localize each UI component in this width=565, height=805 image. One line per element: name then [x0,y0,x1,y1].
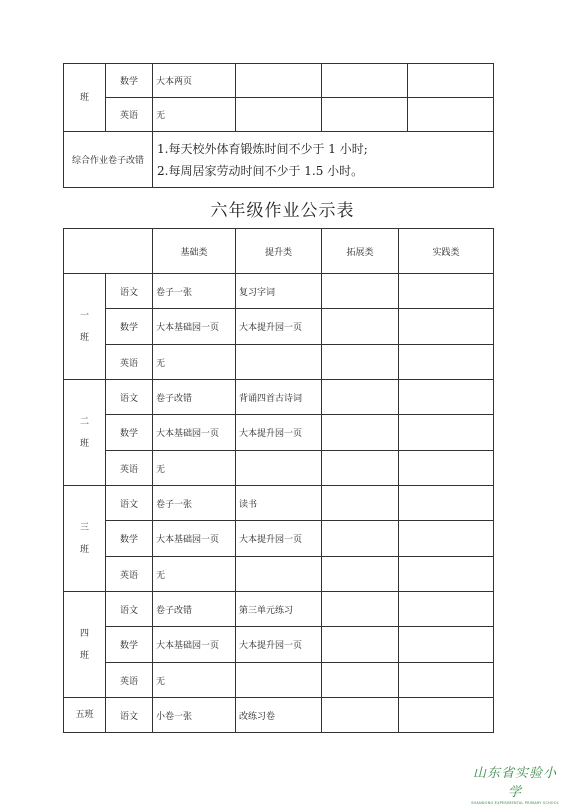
expand-cell [322,309,399,345]
subject-cell: 语文 [106,380,153,415]
school-logo [470,762,560,805]
practice-cell [399,627,494,663]
basic-cell: 卷子改错 [153,380,236,415]
expand-cell [322,698,399,733]
subject-cell: 数学 [106,64,153,98]
basic-cell: 大本基础园一页 [153,627,236,663]
school-name-en: SHANDONG EXPERIMENTAL PRIMARY SCHOOL [471,801,559,805]
improve-cell [236,557,322,592]
practice-cell [408,98,494,132]
practice-cell [399,274,494,309]
subject-cell: 语文 [106,592,153,627]
improve-cell: 大本提升园一页 [236,521,322,557]
practice-cell [399,592,494,627]
previous-grade-table [63,63,494,188]
improve-cell [236,98,322,132]
improve-cell [236,345,322,380]
basic-cell: 卷子一张 [153,486,236,521]
basic-cell: 大本基础园一页 [153,309,236,345]
improve-cell: 大本提升园一页 [236,415,322,451]
improve-cell: 第三单元练习 [236,592,322,627]
practice-cell [399,415,494,451]
subject-cell: 语文 [106,274,153,309]
page-title: 六年级作业公示表 [210,201,355,221]
improve-cell: 改练习卷 [236,698,322,733]
practice-cell [399,557,494,592]
improve-cell [236,451,322,486]
basic-cell: 卷子改错 [153,592,236,627]
class-label: 四 班 [64,592,106,698]
improve-cell [236,64,322,98]
basic-cell: 卷子一张 [153,274,236,309]
expand-cell [322,486,399,521]
improve-cell [236,663,322,698]
practice-cell [399,486,494,521]
expand-cell [322,98,408,132]
basic-cell: 无 [153,557,236,592]
summary-line: 1.每天校外体育锻炼时间不少于 1 小时; [157,141,368,156]
improve-cell: 读书 [236,486,322,521]
class-label: 一 班 [64,274,106,380]
header-expand: 拓展类 [322,229,399,274]
summary-line: 2.每周居家劳动时间不少于 1.5 小时。 [157,163,364,178]
subject-cell: 英语 [106,345,153,380]
basic-cell: 小卷一张 [153,698,236,733]
improve-cell: 复习字词 [236,274,322,309]
practice-cell [399,380,494,415]
expand-cell [322,592,399,627]
practice-cell [408,64,494,98]
summary-notes [153,132,494,188]
school-name-cn: 山东省实验小学 [472,766,557,800]
practice-cell [399,663,494,698]
class-label: 三 班 [64,486,106,592]
practice-cell [399,451,494,486]
expand-cell [322,627,399,663]
subject-cell: 语文 [106,486,153,521]
expand-cell [322,415,399,451]
expand-cell [322,380,399,415]
basic-cell: 无 [153,345,236,380]
practice-cell [399,698,494,733]
basic-cell: 无 [153,98,236,132]
subject-cell: 数学 [106,309,153,345]
expand-cell [322,663,399,698]
basic-cell: 大本基础园一页 [153,415,236,451]
header-improve: 提升类 [236,229,322,274]
subject-cell: 数学 [106,521,153,557]
summary-label: 综合作业卷子改错 [64,132,153,188]
expand-cell [322,274,399,309]
practice-cell [399,521,494,557]
improve-cell: 大本提升园一页 [236,627,322,663]
header-basic: 基础类 [153,229,236,274]
class-label: 二 班 [64,380,106,486]
expand-cell [322,521,399,557]
improve-cell: 背诵四首古诗词 [236,380,322,415]
practice-cell [399,309,494,345]
subject-cell: 英语 [106,98,153,132]
class-label: 班 [64,64,106,132]
homework-table [63,228,494,733]
header-practice: 实践类 [399,229,494,274]
subject-cell: 英语 [106,451,153,486]
expand-cell [322,64,408,98]
expand-cell [322,557,399,592]
practice-cell [399,345,494,380]
improve-cell: 大本提升园一页 [236,309,322,345]
subject-cell: 数学 [106,627,153,663]
subject-cell: 英语 [106,557,153,592]
header-blank [64,229,153,274]
basic-cell: 大本两页 [153,64,236,98]
subject-cell: 数学 [106,415,153,451]
expand-cell [322,451,399,486]
expand-cell [322,345,399,380]
subject-cell: 语文 [106,698,153,733]
basic-cell: 无 [153,663,236,698]
basic-cell: 无 [153,451,236,486]
basic-cell: 大本基础园一页 [153,521,236,557]
subject-cell: 英语 [106,663,153,698]
class-label: 五班 [64,698,106,733]
